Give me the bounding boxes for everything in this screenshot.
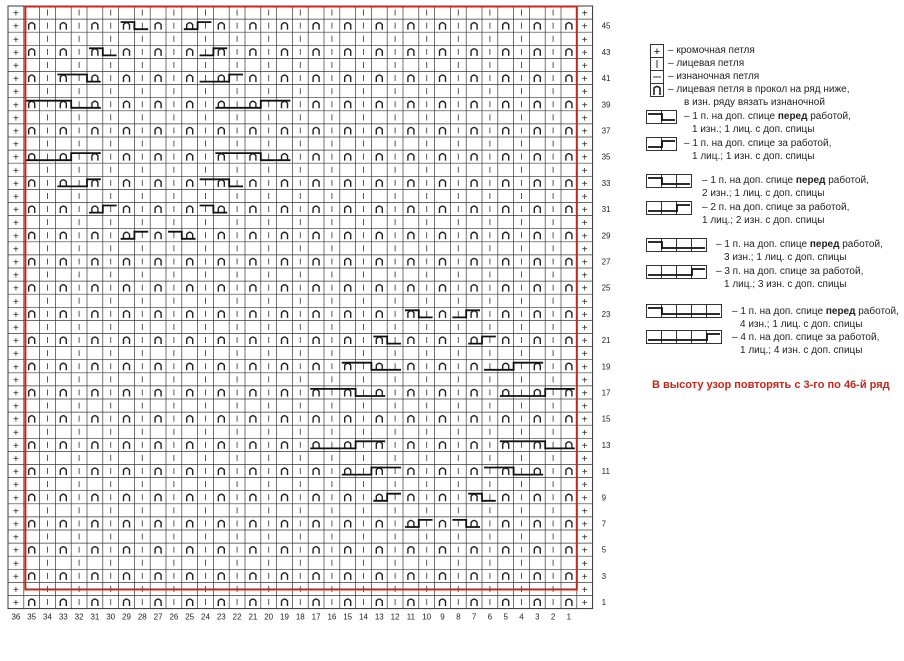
edge-stitch: + xyxy=(581,257,588,269)
column-number: 26 xyxy=(169,612,179,622)
row-number: 17 xyxy=(601,388,611,398)
edge-stitch: + xyxy=(581,21,588,33)
column-number: 18 xyxy=(295,612,305,622)
edge-stitch: + xyxy=(581,270,588,282)
edge-stitch: + xyxy=(12,126,19,138)
chart-cells xyxy=(8,6,593,609)
edge-stitch: + xyxy=(12,349,19,361)
edge-stitch: + xyxy=(12,453,19,465)
edge-stitch: + xyxy=(12,401,19,413)
row-number: 9 xyxy=(601,493,607,503)
row-number: 25 xyxy=(601,283,611,293)
column-number: 19 xyxy=(280,612,289,622)
legend-cable-1-1-front-2: 1 изн.; 1 лиц. с доп. спицы xyxy=(692,124,815,135)
column-number: 24 xyxy=(201,612,210,622)
edge-stitch: + xyxy=(12,480,19,492)
edge-stitch: + xyxy=(581,218,588,230)
repeat-note: В высоту узор повторять с 3-го по 46-й ряд xyxy=(652,379,890,391)
legend-cable-1-3-front-2: 3 изн.; 1 лиц. с доп. спицы xyxy=(724,252,847,263)
edge-stitch: + xyxy=(12,21,19,33)
edge-stitch-symbol xyxy=(650,44,664,58)
row-number: 15 xyxy=(601,414,611,424)
row-number: 21 xyxy=(601,336,611,346)
column-number: 31 xyxy=(90,612,100,622)
column-number: 28 xyxy=(137,612,147,622)
legend-cable-4-1-back: – 4 п. на доп. спице за работой, xyxy=(732,332,880,343)
column-number: 22 xyxy=(232,612,242,622)
edge-stitch: + xyxy=(12,558,19,570)
edge-stitch: + xyxy=(581,401,588,413)
legend-cable-1-2-front-2: 2 изн.; 1 лиц. с доп. спицы xyxy=(702,188,825,199)
cable-3-over-1-back-symbol xyxy=(646,265,710,279)
edge-stitch: + xyxy=(581,47,588,59)
row-number: 13 xyxy=(601,440,611,450)
edge-stitch: + xyxy=(581,139,588,151)
edge-stitch: + xyxy=(12,427,19,439)
column-number: 15 xyxy=(343,612,353,622)
legend-cable-1-3-front: – 1 п. на доп. спице перед работой, xyxy=(716,239,883,250)
edge-stitch: + xyxy=(12,545,19,557)
edge-stitch: + xyxy=(581,60,588,72)
edge-stitch: + xyxy=(581,126,588,138)
edge-stitch: + xyxy=(12,598,19,610)
legend-cable-1-4-front-2: 4 изн.; 1 лиц. с доп. спицы xyxy=(740,319,863,330)
edge-stitch: + xyxy=(581,113,588,125)
edge-stitch: + xyxy=(12,362,19,374)
edge-stitch: + xyxy=(581,205,588,217)
edge-stitch: + xyxy=(12,336,19,348)
edge-stitch: + xyxy=(12,218,19,230)
edge-stitch: + xyxy=(12,571,19,583)
edge-stitch: + xyxy=(12,519,19,531)
row-number: 37 xyxy=(601,126,611,136)
row-number: 31 xyxy=(601,205,611,215)
legend-knit-below: – лицевая петля в прокол на ряд ниже, xyxy=(668,84,850,95)
edge-stitch: + xyxy=(581,558,588,570)
edge-stitch: + xyxy=(12,165,19,177)
legend-cable-1-1-back-2: 1 лиц.; 1 изн. с доп. спицы xyxy=(692,151,815,162)
column-numbers xyxy=(11,613,571,622)
column-number: 10 xyxy=(422,612,432,622)
column-number: 3 xyxy=(535,612,540,622)
edge-stitch: + xyxy=(581,571,588,583)
edge-stitch: + xyxy=(12,296,19,308)
edge-stitch: + xyxy=(581,322,588,334)
edge-stitch: + xyxy=(12,388,19,400)
edge-stitch: + xyxy=(581,165,588,177)
edge-stitch: + xyxy=(12,8,19,20)
edge-stitch: + xyxy=(12,283,19,295)
column-number: 14 xyxy=(359,612,368,622)
edge-stitch: + xyxy=(581,283,588,295)
column-number: 5 xyxy=(503,612,508,622)
edge-stitch: + xyxy=(581,598,588,610)
column-number: 11 xyxy=(406,612,416,622)
edge-stitch: + xyxy=(12,34,19,46)
legend-cable-1-1-front: – 1 п. на доп. спице перед работой, xyxy=(684,111,851,122)
column-number: 7 xyxy=(471,612,477,622)
edge-stitch: + xyxy=(581,349,588,361)
chart-legend xyxy=(640,0,904,661)
cable-1-over-2-front-symbol xyxy=(646,174,694,188)
cable-2-over-1-back-symbol xyxy=(646,201,694,215)
edge-stitch: + xyxy=(12,414,19,426)
edge-stitch: + xyxy=(12,244,19,256)
edge-stitch: + xyxy=(581,191,588,203)
edge-stitch: + xyxy=(581,152,588,164)
knit-stitch-symbol xyxy=(650,57,664,71)
edge-stitch: + xyxy=(581,467,588,479)
edge-stitch: + xyxy=(581,100,588,112)
edge-stitch: + xyxy=(581,87,588,99)
cable-4-over-1-back-symbol xyxy=(646,330,726,344)
column-number: 21 xyxy=(248,612,258,622)
column-number: 4 xyxy=(519,612,524,622)
edge-stitch: + xyxy=(581,480,588,492)
edge-stitch: + xyxy=(12,205,19,217)
column-number: 27 xyxy=(153,612,163,622)
column-number: 29 xyxy=(122,612,131,622)
row-numbers xyxy=(602,22,611,607)
column-number: 16 xyxy=(327,612,337,622)
edge-stitch: + xyxy=(12,506,19,518)
edge-stitch: + xyxy=(12,231,19,243)
edge-stitch: + xyxy=(581,74,588,86)
edge-stitch: + xyxy=(581,231,588,243)
row-number: 3 xyxy=(601,571,607,581)
row-number: 41 xyxy=(601,74,611,84)
column-number: 25 xyxy=(185,612,195,622)
edge-stitch: + xyxy=(581,309,588,321)
cable-1-over-3-front-symbol xyxy=(646,238,710,252)
cable-1-over-1-front-symbol xyxy=(646,110,678,124)
edge-stitch: + xyxy=(581,336,588,348)
row-number: 27 xyxy=(601,257,611,267)
legend-cable-1-1-back: – 1 п. на доп. спице за работой, xyxy=(684,138,832,149)
edge-stitch: + xyxy=(12,60,19,72)
legend-cable-2-1-back-2: 1 лиц.; 2 изн. с доп. спицы xyxy=(702,215,825,226)
edge-stitch: + xyxy=(12,532,19,544)
legend-purl-stitch: – изнаночная петля xyxy=(668,71,760,82)
row-number: 1 xyxy=(601,598,607,608)
column-number: 34 xyxy=(43,612,52,622)
edge-stitch: + xyxy=(12,493,19,505)
column-number: 2 xyxy=(550,612,556,622)
edge-stitch: + xyxy=(12,257,19,269)
edge-stitch: + xyxy=(581,519,588,531)
edge-stitch: + xyxy=(581,414,588,426)
legend-cable-4-1-back-2: 1 лиц.; 4 изн. с доп. спицы xyxy=(740,345,863,356)
edge-stitch: + xyxy=(12,322,19,334)
column-number: 32 xyxy=(74,612,84,622)
purl-stitch-symbol xyxy=(650,70,664,84)
row-number: 35 xyxy=(601,152,611,162)
edge-stitch: + xyxy=(581,8,588,20)
column-number: 30 xyxy=(106,612,116,622)
row-number: 45 xyxy=(601,21,611,31)
row-number: 11 xyxy=(601,467,610,477)
edge-stitch: + xyxy=(581,545,588,557)
column-number: 35 xyxy=(27,612,37,622)
edge-stitch: + xyxy=(12,113,19,125)
edge-stitch: + xyxy=(12,191,19,203)
edge-stitch: + xyxy=(581,296,588,308)
column-number: 1 xyxy=(566,612,572,622)
edge-stitch: + xyxy=(12,87,19,99)
edge-stitch: + xyxy=(581,453,588,465)
edge-stitch: + xyxy=(12,178,19,190)
edge-stitch: + xyxy=(12,47,19,59)
edge-stitch: + xyxy=(12,74,19,86)
edge-stitch: + xyxy=(581,493,588,505)
column-number: 12 xyxy=(390,612,400,622)
cable-1-over-1-back-symbol xyxy=(646,137,678,151)
legend-cable-2-1-back: – 2 п. на доп. спице за работой, xyxy=(702,202,850,213)
row-number: 19 xyxy=(601,362,611,372)
column-number: 20 xyxy=(264,612,274,622)
edge-stitch: + xyxy=(581,532,588,544)
row-number: 7 xyxy=(601,519,607,529)
column-number: 33 xyxy=(58,612,68,622)
svg-text:+: + xyxy=(653,46,661,58)
edge-stitch: + xyxy=(12,584,19,596)
row-number: 23 xyxy=(601,309,611,319)
knit-below-symbol xyxy=(650,83,664,97)
row-number: 5 xyxy=(601,545,607,555)
legend-knit-stitch: – лицевая петля xyxy=(668,58,745,69)
row-number: 33 xyxy=(601,178,611,188)
edge-stitch: + xyxy=(581,34,588,46)
row-number: 39 xyxy=(601,100,611,110)
edge-stitch: + xyxy=(581,244,588,256)
edge-stitch: + xyxy=(581,427,588,439)
column-number: 6 xyxy=(487,612,493,622)
edge-stitch: + xyxy=(581,178,588,190)
edge-stitch: + xyxy=(12,139,19,151)
legend-cable-1-2-front: – 1 п. на доп. спице перед работой, xyxy=(702,175,869,186)
column-number: 9 xyxy=(440,612,445,622)
legend-knit-below-2: в изн. ряду вязать изнаночной xyxy=(684,97,825,108)
column-number: 23 xyxy=(216,612,226,622)
edge-stitch: + xyxy=(581,375,588,387)
edge-stitch: + xyxy=(581,440,588,452)
column-number: 17 xyxy=(311,612,321,622)
legend-cable-3-1-back: – 3 п. на доп. спице за работой, xyxy=(716,266,864,277)
row-number: 43 xyxy=(601,47,611,57)
edge-stitch: + xyxy=(581,362,588,374)
row-number: 29 xyxy=(601,231,611,241)
column-number: 13 xyxy=(374,612,384,622)
column-number: 36 xyxy=(11,612,21,622)
legend-cable-3-1-back-2: 1 лиц.; 3 изн. с доп. спицы xyxy=(724,279,847,290)
edge-stitch: + xyxy=(12,309,19,321)
edge-stitch: + xyxy=(581,506,588,518)
column-number: 8 xyxy=(456,612,461,622)
cable-1-over-4-front-symbol xyxy=(646,304,726,318)
edge-stitch: + xyxy=(12,440,19,452)
edge-stitch: + xyxy=(12,100,19,112)
edge-stitch: + xyxy=(581,584,588,596)
edge-stitch: + xyxy=(12,152,19,164)
edge-stitch: + xyxy=(12,375,19,387)
edge-stitch: + xyxy=(581,388,588,400)
edge-stitch: + xyxy=(12,270,19,282)
legend-cable-1-4-front: – 1 п. на доп. спице перед работой, xyxy=(732,306,899,317)
edge-stitch: + xyxy=(12,467,19,479)
legend-edge-stitch: – кромочная петля xyxy=(668,45,755,56)
